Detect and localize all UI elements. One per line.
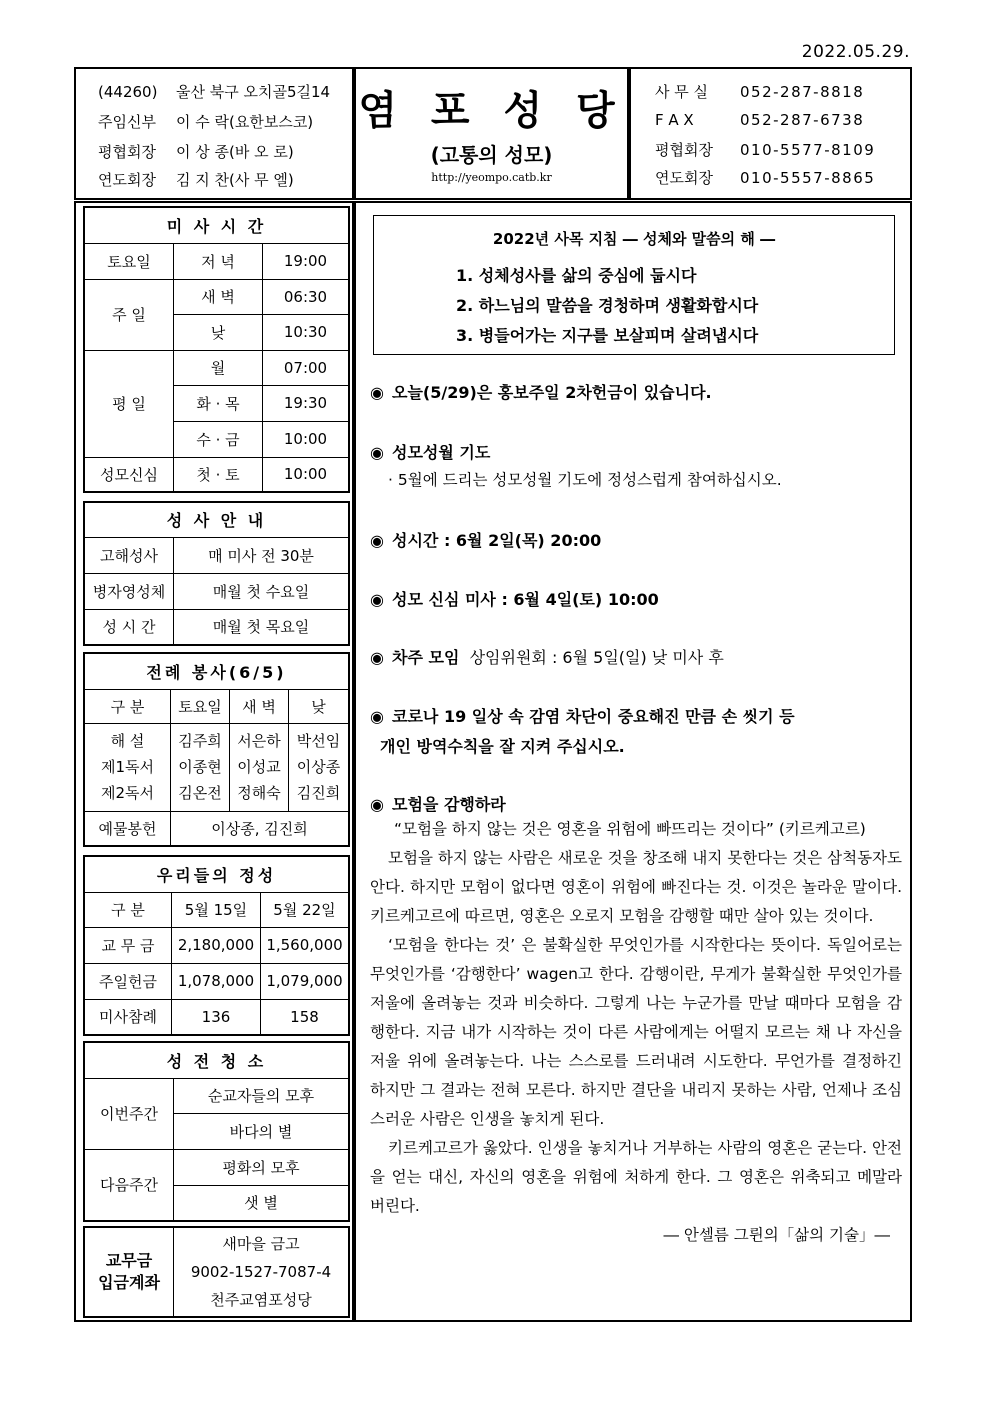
attendance-may15: 136 (172, 999, 261, 1035)
next-week-group-1: 평화의 모후 (174, 1149, 350, 1185)
contact-fax: F A X 052-287-6738 (655, 111, 865, 129)
this-week-group-2: 바다의 별 (174, 1113, 350, 1149)
notice-may-prayer: ◉ 성모성월 기도 (370, 443, 491, 462)
parish-url[interactable]: http://yeompo.catb.kr (431, 171, 552, 184)
mass-times-title: 미 사 시 간 (84, 207, 349, 243)
header-info-box (74, 67, 354, 200)
header-title-box (354, 67, 629, 200)
tue-thu-time: 19:30 (263, 385, 350, 421)
account-label: 교무금 입금계좌 (84, 1227, 174, 1317)
pastoral-policy-box (373, 215, 895, 355)
sun-day-time: 10:30 (263, 314, 350, 350)
liturgy-title: 전례 봉사(6/5) (84, 653, 349, 689)
essay-paragraph-3: 키르케고르가 옳았다. 인생을 놓치거나 거부하는 사람의 영혼은 굳는다. 안전을 얻는 대신, 자신의 영혼을 위험에 처하게 한다. 그 영혼은 위축되고 메말라 버린다. (370, 1139, 902, 1215)
policy-item-1: 1. 성체성사를 삶의 중심에 둡시다 (456, 266, 697, 285)
offering-value: 이상종, 김진희 (171, 811, 350, 846)
offerings-table (83, 855, 350, 1036)
sat-label: 토요일 (84, 243, 174, 279)
notice-covid-2: 개인 방역수칙을 잘 지켜 주십시오. (380, 737, 625, 756)
attendance-label: 미사참례 (84, 999, 172, 1035)
bullet-icon: ◉ (370, 383, 384, 402)
liturgy-header-dawn: 새 벽 (230, 689, 289, 723)
sick-communion-label: 병자영성체 (84, 573, 174, 609)
next-week-group-2: 샛 별 (174, 1185, 350, 1221)
liturgy-table (83, 652, 350, 847)
sun-label: 주 일 (84, 279, 174, 350)
notice-marian-mass: ◉ 성모 신심 미사 : 6월 4일(토) 10:00 (370, 590, 659, 609)
tithe-label: 교 무 금 (84, 927, 172, 963)
liturgy-header-day: 낮 (289, 689, 350, 723)
bullet-icon: ◉ (370, 590, 384, 609)
parish-subtitle: (고통의 성모) (430, 143, 553, 167)
account-details: 새마을 금고 9002-1527-7087-4 천주교염포성당 (174, 1227, 350, 1317)
essay-paragraph-2: ‘모험을 한다는 것’ 은 불확실한 무엇인가를 시작한다는 뜻이다. 독일어로는 무엇인가를 ‘감행한다’ wagen고 한다. 감행이란, 무게가 불확실한 무엇인가를 저울에 올려놓는 것과 비슷하다. 그렇게 나는 누군가를 만날 때마다 모험을 감행한다. 지금 내가 시작하는 것이 다른 사람에게는 어떨지 모르는 채 나 자신을 저울 위에 올려놓는다. 나는 스스로를 드러내려 시도한다. 무언가를 결정하긴 하지만 그 결과는 전혀 모른다. 하지만 결단을 내리지 못하는 사람, 언제나 조심스러운 사람은 인생을 놓치게 된다. (370, 936, 902, 1128)
notice-promotion-sunday: ◉ 오늘(5/29)은 홍보주일 2차헌금이 있습니다. (370, 383, 712, 402)
sacrament-table (83, 501, 350, 646)
tithe-may22: 1,560,000 (261, 927, 350, 963)
parish-title: 염 포 성 당 (358, 88, 625, 134)
liturgy-day-column: 박선임 이상종 김진희 (289, 723, 350, 811)
liturgy-header-sat: 토요일 (171, 689, 230, 723)
wed-fri-time: 10:00 (263, 421, 350, 457)
confession-label: 고해성사 (84, 537, 174, 573)
weekday-label: 평 일 (84, 350, 174, 457)
marian-slot: 첫 · 토 (174, 457, 263, 492)
bullet-icon: ◉ (370, 648, 384, 667)
cleaning-title: 성 전 청 소 (84, 1042, 349, 1078)
mon-slot: 월 (174, 350, 263, 385)
offering-label: 예물봉헌 (84, 811, 171, 846)
notice-may-prayer-body: · 5월에 드리는 성모성월 기도에 정성스럽게 참여하십시오. (388, 471, 782, 489)
bullet-icon: ◉ (370, 795, 384, 814)
liturgy-roles: 해 설 제1독서 제2독서 (84, 723, 171, 811)
yeondo-president-line: 연도회장 김 지 찬(사 무 엘) (98, 171, 294, 189)
address-line: (44260) 울산 북구 오치골5길14 (98, 83, 331, 101)
this-week-group-1: 순교자들의 모후 (174, 1078, 350, 1113)
essay-source: ― 안셀름 그륀의「삶의 기술」― (663, 1226, 890, 1244)
sun-dawn-time: 06:30 (263, 279, 350, 314)
marian-label: 성모신심 (84, 457, 174, 492)
pastor-line: 주임신부 이 수 락(요한보스코) (98, 113, 314, 131)
notice-covid-1: ◉ 코로나 19 일상 속 감염 차단이 중요해진 만큼 손 씻기 등 (370, 707, 795, 726)
tue-thu-slot: 화 · 목 (174, 385, 263, 421)
attendance-may22: 158 (261, 999, 350, 1035)
notice-essay-title: ◉ 모험을 감행하라 (370, 795, 506, 814)
essay-body (370, 815, 902, 1250)
essay-paragraph-1: 모험을 하지 않는 사람은 새로운 것을 창조해 내지 못한다는 것은 삼척동자도 안다. 하지만 모험이 없다면 영혼이 위험에 빠진다는 것. 이것은 놀라운 말이다. 키르케고르에 따르면, 영혼은 오로지 모험을 감행할 때만 살아 있는 것이다. (370, 849, 902, 925)
liturgy-sat-column: 김주희 이종현 김온전 (171, 723, 230, 811)
bullet-icon: ◉ (370, 443, 384, 462)
bullet-icon: ◉ (370, 531, 384, 550)
bullet-icon: ◉ (370, 707, 384, 726)
mass-times-table (83, 206, 350, 493)
holy-hour-value: 매월 첫 목요일 (174, 609, 350, 645)
sunday-collection-may15: 1,078,000 (172, 963, 261, 999)
sacrament-title: 성 사 안 내 (84, 502, 349, 537)
wed-fri-slot: 수 · 금 (174, 421, 263, 457)
essay-quote: “모험을 하지 않는 것은 영혼을 위험에 빠뜨리는 것이다” (키르케고르) (394, 820, 866, 838)
policy-item-3: 3. 병들어가는 지구를 보살피며 살려냅시다 (456, 326, 759, 345)
sick-communion-value: 매월 첫 수요일 (174, 573, 350, 609)
this-week-label: 이번주간 (84, 1078, 174, 1149)
liturgy-header-role: 구 분 (84, 689, 171, 723)
sun-day-slot: 낮 (174, 314, 263, 350)
sat-slot: 저 녁 (174, 243, 263, 279)
sun-dawn-slot: 새 벽 (174, 279, 263, 314)
contact-yeondo: 연도회장 010-5557-8865 (655, 169, 876, 187)
holy-hour-label: 성 시 간 (84, 609, 174, 645)
policy-heading: 2022년 사목 지침 ― 성체와 말씀의 해 ― (492, 230, 776, 248)
cleaning-table (83, 1041, 350, 1222)
offerings-header-may22: 5월 22일 (261, 892, 350, 927)
offerings-header-may15: 5월 15일 (172, 892, 261, 927)
notice-holy-hour: ◉ 성시간 : 6월 2일(목) 20:00 (370, 531, 602, 550)
mon-time: 07:00 (263, 350, 350, 385)
sat-time: 19:00 (263, 243, 350, 279)
bulletin-date: 2022.05.29. (801, 42, 910, 62)
notice-next-meeting: ◉ 차주 모임 상임위원회 : 6월 5일(일) 낮 미사 후 (370, 648, 724, 667)
offerings-title: 우리들의 정성 (84, 856, 349, 892)
marian-time: 10:00 (263, 457, 350, 492)
council-president-line: 평협회장 이 상 종(바 오 로) (98, 143, 294, 161)
tithe-may15: 2,180,000 (172, 927, 261, 963)
confession-value: 매 미사 전 30분 (174, 537, 350, 573)
contact-council: 평협회장 010-5577-8109 (655, 141, 876, 159)
policy-item-2: 2. 하느님의 말씀을 경청하며 생활화합시다 (456, 296, 759, 315)
header-contacts-box (629, 67, 912, 200)
next-week-label: 다음주간 (84, 1149, 174, 1221)
sunday-collection-may22: 1,079,000 (261, 963, 350, 999)
sunday-collection-label: 주일헌금 (84, 963, 172, 999)
account-table (83, 1226, 350, 1318)
offerings-header-label: 구 분 (84, 892, 172, 927)
liturgy-dawn-column: 서은하 이성교 정해숙 (230, 723, 289, 811)
contact-office: 사 무 실 052-287-8818 (655, 83, 865, 101)
